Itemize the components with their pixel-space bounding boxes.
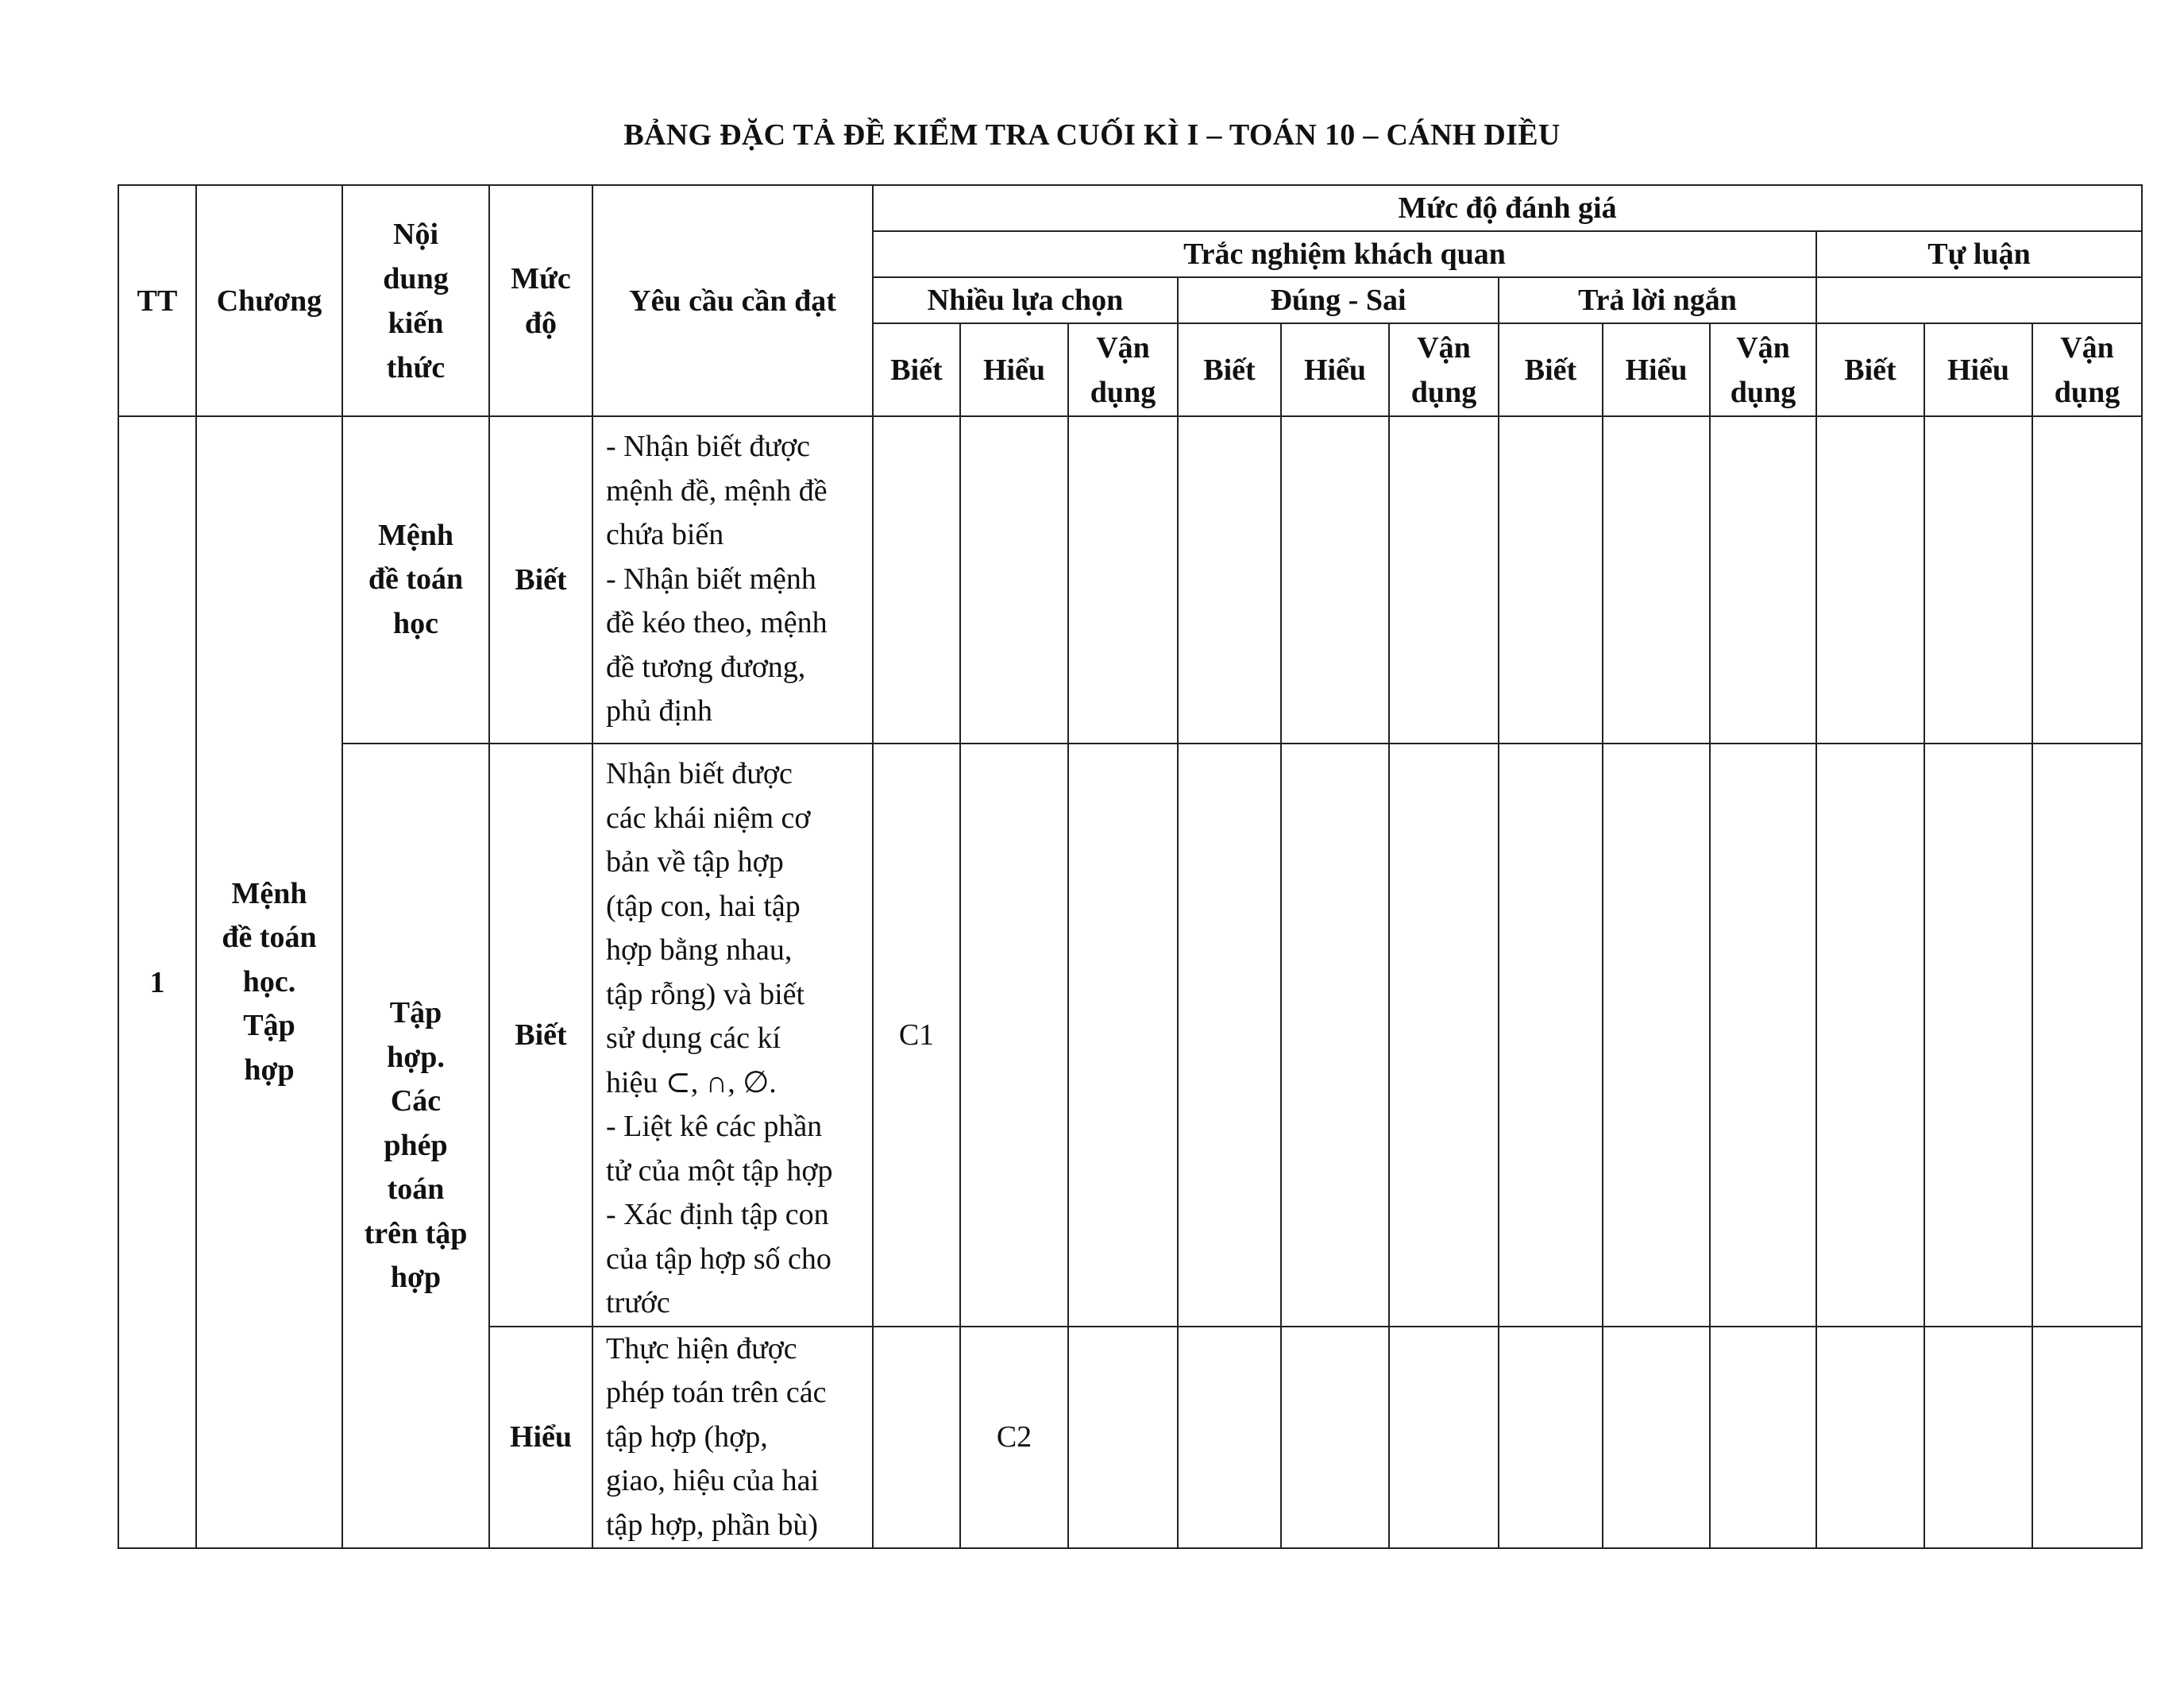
header-tt: TT xyxy=(118,185,196,416)
table-cell xyxy=(1816,1327,1924,1549)
row-chuong: Mệnh đề toán học. Tập hợp xyxy=(196,416,342,1548)
table-cell xyxy=(1389,1327,1499,1549)
header-tu-luan-empty xyxy=(1816,277,2142,323)
row-level: Biết xyxy=(489,416,592,744)
table-cell xyxy=(1178,744,1281,1327)
table-cell xyxy=(960,416,1068,744)
table-cell xyxy=(1710,744,1816,1327)
table-cell xyxy=(1178,1327,1281,1549)
spec-table xyxy=(118,184,2143,1549)
table-cell xyxy=(2032,744,2142,1327)
table-cell xyxy=(1281,1327,1389,1549)
table-cell xyxy=(1816,744,1924,1327)
level-header: Hiểu xyxy=(1281,323,1389,416)
table-cell xyxy=(1389,416,1499,744)
row-tt: 1 xyxy=(118,416,196,1548)
table-cell xyxy=(2032,416,2142,744)
table-cell xyxy=(1499,1327,1603,1549)
table-cell xyxy=(960,744,1068,1327)
table-cell xyxy=(1068,416,1178,744)
row-level: Hiểu xyxy=(489,1327,592,1549)
row-topic: Tập hợp. Các phép toán trên tập hợp xyxy=(342,744,489,1548)
header-nhieu-lua-chon: Nhiều lựa chọn xyxy=(873,277,1178,323)
table-cell xyxy=(1389,744,1499,1327)
level-header: Vận dụng xyxy=(1710,323,1816,416)
table-cell xyxy=(873,416,960,744)
table-cell xyxy=(1710,416,1816,744)
table-cell xyxy=(1499,416,1603,744)
table-cell xyxy=(1068,744,1178,1327)
level-header: Biết xyxy=(873,323,960,416)
level-header: Biết xyxy=(1816,323,1924,416)
header-noi-dung: Nội dung kiến thức xyxy=(342,185,489,416)
header-chuong: Chương xyxy=(196,185,342,416)
table-cell: C1 xyxy=(873,744,960,1327)
header-dung-sai: Đúng - Sai xyxy=(1178,277,1499,323)
row-requirement: Thực hiện được phép toán trên các tập hợp (hợp, giao, hiệu của hai tập hợp, phần bù) xyxy=(592,1327,873,1549)
table-cell xyxy=(1924,1327,2032,1549)
header-muc-do-danh-gia: Mức độ đánh giá xyxy=(873,185,2142,231)
table-cell xyxy=(873,1327,960,1549)
level-header: Biết xyxy=(1499,323,1603,416)
header-trac-nghiem: Trắc nghiệm khách quan xyxy=(873,231,1816,277)
table-cell xyxy=(1281,416,1389,744)
table-cell xyxy=(1710,1327,1816,1549)
row-requirement: Nhận biết được các khái niệm cơ bản về tập hợp (tập con, hai tập hợp bằng nhau, tập rỗng) và biết sử dụng các kí hiệu ⊂, ∩, ∅. - Liệt kê các phần tử của một tập hợp - Xác định tập con của tập hợp số cho trước xyxy=(592,744,873,1327)
table-cell xyxy=(1499,744,1603,1327)
page-title: BẢNG ĐẶC TẢ ĐỀ KIỂM TRA CUỐI KÌ I – TOÁN 10 – CÁNH DIỀU xyxy=(623,118,1561,152)
header-yeu-cau: Yêu cầu cần đạt xyxy=(592,185,873,416)
table-cell xyxy=(1924,744,2032,1327)
row-requirement: - Nhận biết được mệnh đề, mệnh đề chứa biến - Nhận biết mệnh đề kéo theo, mệnh đề tương đương, phủ định xyxy=(592,416,873,744)
header-muc-do: Mức độ xyxy=(489,185,592,416)
table-cell: C2 xyxy=(960,1327,1068,1549)
level-header: Hiểu xyxy=(1603,323,1710,416)
level-header: Hiểu xyxy=(1924,323,2032,416)
table-cell xyxy=(1068,1327,1178,1549)
table-cell xyxy=(1603,1327,1710,1549)
table-cell xyxy=(1816,416,1924,744)
table-row xyxy=(118,416,2142,744)
level-header: Vận dụng xyxy=(2032,323,2142,416)
level-header: Hiểu xyxy=(960,323,1068,416)
table-cell xyxy=(1603,416,1710,744)
table-cell xyxy=(1924,416,2032,744)
level-header: Biết xyxy=(1178,323,1281,416)
header-tu-luan: Tự luận xyxy=(1816,231,2142,277)
table-cell xyxy=(1281,744,1389,1327)
table-cell xyxy=(2032,1327,2142,1549)
row-level: Biết xyxy=(489,744,592,1327)
row-topic: Mệnh đề toán học xyxy=(342,416,489,744)
header-tra-loi-ngan: Trả lời ngắn xyxy=(1499,277,1816,323)
table-cell xyxy=(1603,744,1710,1327)
table-cell xyxy=(1178,416,1281,744)
level-header: Vận dụng xyxy=(1389,323,1499,416)
level-header: Vận dụng xyxy=(1068,323,1178,416)
table-row xyxy=(118,744,2142,1327)
